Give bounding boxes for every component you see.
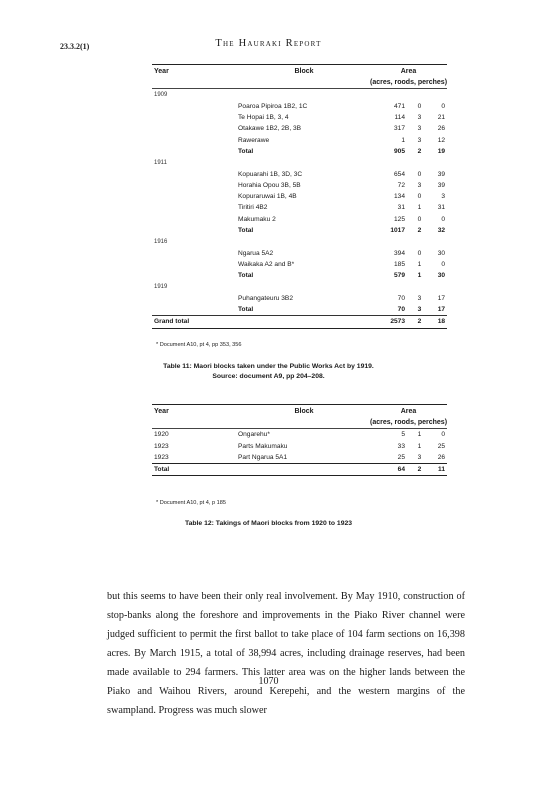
total-roods: 2 (405, 464, 421, 476)
block-cell: Rawerawe (238, 136, 270, 144)
table-header-row (152, 405, 447, 418)
block-cell: Makumaku 2 (238, 215, 276, 223)
table-11 (152, 64, 447, 329)
table-row (152, 168, 447, 179)
subtotal-row (152, 304, 447, 316)
body-paragraph-text: but this seems to have been their only real involvement. By May 1910, construction of stop-banks along the foreshore and improvements in the Piako River channel were judged sufficient to permit the first ballot to take place of 104 farm sections on 16,398 acres. By March 1915, a total of 38,994 acres, including drainage reserves, had been made available to 294 farmers. This latter area was on the higher lands between the Piako and Waihou Rivers, around Kerepehi, and the western margins of the swampland. Progress was much slower (107, 591, 465, 716)
perches-cell: 0 (441, 260, 446, 268)
roods-cell: 2 (417, 227, 422, 234)
roods-cell (405, 281, 421, 292)
table-row (152, 452, 447, 464)
subtotal-row (152, 225, 447, 236)
acres-cell: 125 (393, 215, 405, 223)
block-cell: Total (238, 147, 254, 155)
block-cell: Total (238, 227, 254, 234)
table-12 (152, 404, 447, 476)
block-cell: Tiritiri 4B2 (238, 204, 268, 212)
perches-cell: 0 (441, 215, 446, 223)
acres-cell: 31 (397, 204, 405, 212)
table-row (152, 293, 447, 304)
block-cell: Total (238, 272, 254, 280)
year-cell: 1923 (154, 454, 169, 462)
perches-cell: 0 (441, 431, 446, 439)
perches-cell: 17 (421, 304, 447, 316)
block-cell: Part Ngarua 5A1 (238, 454, 288, 462)
perches-cell (421, 281, 447, 292)
grand-total-label: Grand total (152, 316, 238, 328)
total-label: Total (152, 464, 238, 476)
total-acres: 64 (370, 464, 405, 476)
year-cell: 1923 (154, 442, 169, 450)
roods-cell: 1 (417, 442, 422, 450)
perches-cell: 0 (441, 102, 446, 110)
block-cell (238, 236, 370, 247)
page-number: 1070 (258, 676, 279, 687)
grand-total-perches: 18 (421, 316, 447, 328)
table-12-caption: Table 12: Takings of Maori blocks from 1920 to 1923 (184, 520, 353, 527)
table-row (152, 191, 447, 202)
roods-cell: 0 (417, 102, 422, 110)
table-row (152, 202, 447, 213)
acres-cell (370, 89, 405, 101)
block-cell: Ngarua 5A2 (238, 249, 274, 257)
acres-cell: 394 (393, 249, 405, 257)
roods-cell: 3 (417, 125, 422, 133)
acres-cell: 1 (401, 136, 405, 144)
year-cell (152, 180, 238, 191)
roods-cell: 1 (417, 260, 422, 268)
acres-cell: 70 (370, 304, 405, 316)
block-cell: Waikaka A2 and B* (238, 260, 295, 268)
table-row (152, 123, 447, 134)
grand-total-roods: 2 (405, 316, 421, 328)
perches-cell (421, 89, 447, 101)
table-row (152, 134, 447, 145)
column-header-year: Year (152, 65, 238, 78)
acres-cell: 654 (393, 170, 405, 178)
grand-total-row (152, 316, 447, 328)
perches-cell: 30 (437, 249, 446, 257)
block-cell: Puhangateuru 3B2 (238, 294, 293, 302)
perches-cell: 12 (437, 136, 446, 144)
perches-cell (421, 157, 447, 168)
roods-cell: 3 (417, 294, 422, 302)
table-11-caption-source: Source: document A9, pp 204–208. (212, 373, 325, 380)
perches-cell: 31 (437, 204, 446, 212)
roods-cell: 0 (417, 249, 422, 257)
year-cell (152, 259, 238, 270)
year-group-row (152, 157, 447, 168)
year-cell (152, 304, 238, 316)
table-row (152, 259, 447, 270)
acres-cell: 905 (393, 147, 405, 155)
acres-cell: 134 (393, 193, 405, 201)
roods-cell: 2 (417, 147, 422, 155)
block-cell: Kopuarahi 1B, 3D, 3C (238, 170, 303, 178)
year-cell (152, 112, 238, 123)
table-header-row (152, 65, 447, 78)
table-header-subrow (152, 77, 447, 89)
perches-cell: 39 (437, 181, 446, 189)
table-12-footnote: * Document A10, pt 4, p 185 (156, 500, 226, 506)
year-cell: 1919 (154, 283, 168, 290)
section-number: 23.3.2(1) (60, 42, 90, 51)
roods-cell: 0 (417, 193, 422, 201)
table-body (152, 429, 447, 464)
block-cell: Ongarehu* (238, 431, 270, 439)
roods-cell (405, 89, 421, 101)
roods-cell (405, 236, 421, 247)
column-header-area: Area (370, 65, 447, 78)
perches-cell: 30 (437, 272, 446, 280)
acres-cell: 317 (393, 125, 405, 133)
column-header-area-units: (acres, roods, perches) (370, 77, 447, 89)
acres-cell: 1017 (390, 227, 405, 234)
subtotal-row (152, 146, 447, 157)
year-cell (152, 101, 238, 112)
perches-cell: 3 (441, 193, 446, 201)
perches-cell (421, 236, 447, 247)
subtotal-row (152, 270, 447, 281)
block-cell: Poaroa Pipiroa 1B2, 1C (238, 102, 308, 110)
year-cell (152, 134, 238, 145)
roods-cell: 3 (417, 454, 422, 462)
year-cell (152, 191, 238, 202)
acres-cell (370, 157, 405, 168)
acres-cell: 25 (397, 454, 405, 462)
acres-cell (370, 281, 405, 292)
roods-cell: 3 (405, 304, 421, 316)
body-paragraph (107, 587, 465, 720)
table-row (152, 441, 447, 452)
table-11-caption-title: Table 11: Maori blocks taken under the Public Works Act by 1919. (163, 363, 374, 370)
perches-cell: 25 (437, 442, 446, 450)
roods-cell (405, 157, 421, 168)
year-cell: 1920 (154, 431, 169, 439)
perches-cell: 32 (437, 227, 446, 234)
column-header-area-units: (acres, roods, perches) (370, 417, 447, 429)
acres-cell: 5 (401, 431, 405, 439)
roods-cell: 3 (417, 114, 422, 122)
block-cell: Horahia Opou 3B, 5B (238, 181, 301, 189)
year-cell: 1916 (154, 238, 168, 245)
table-row (152, 112, 447, 123)
block-cell: Total (238, 304, 370, 316)
table-row (152, 214, 447, 225)
acres-cell: 185 (393, 260, 405, 268)
year-cell (152, 293, 238, 304)
year-group-row (152, 89, 447, 101)
column-header-block: Block (238, 65, 370, 78)
acres-cell: 114 (394, 114, 405, 122)
table-row (152, 247, 447, 258)
year-cell (152, 247, 238, 258)
block-cell: Kopuraruwai 1B, 4B (238, 193, 297, 201)
block-cell (238, 89, 370, 101)
roods-cell: 0 (417, 215, 422, 223)
perches-cell: 26 (437, 454, 446, 462)
acres-cell: 579 (393, 272, 405, 280)
year-cell (152, 202, 238, 213)
acres-cell: 70 (397, 294, 405, 302)
perches-cell: 17 (437, 294, 446, 302)
year-cell (152, 225, 238, 236)
perches-cell: 39 (437, 170, 446, 178)
acres-cell: 72 (397, 181, 405, 189)
year-cell: 1911 (154, 159, 167, 166)
table-row (152, 429, 447, 441)
total-perches: 11 (421, 464, 447, 476)
roods-cell: 1 (417, 431, 422, 439)
roods-cell: 3 (417, 136, 422, 144)
block-cell (238, 157, 370, 168)
total-row (152, 464, 447, 476)
table-row (152, 180, 447, 191)
roods-cell: 3 (417, 181, 422, 189)
table-header-subrow (152, 417, 447, 429)
acres-cell (370, 236, 405, 247)
table-body (152, 89, 447, 316)
column-header-area: Area (370, 405, 447, 418)
running-head: The Hauraki Report (215, 38, 322, 49)
roods-cell: 0 (417, 170, 422, 178)
perches-cell: 21 (437, 114, 446, 122)
year-cell: 1909 (154, 91, 168, 98)
table-11-footnote: * Document A10, pt 4, pp 353, 356 (156, 342, 242, 348)
year-cell (152, 123, 238, 134)
block-cell: Parts Makumaku (238, 442, 288, 450)
block-cell (238, 281, 370, 292)
grand-total-acres: 2573 (370, 316, 405, 328)
column-header-year: Year (152, 405, 238, 418)
table-11-caption (0, 362, 537, 382)
year-group-row (152, 236, 447, 247)
table-row (152, 101, 447, 112)
block-cell: Otakawe 1B2, 2B, 3B (238, 125, 302, 133)
column-header-block: Block (238, 405, 370, 418)
year-cell (152, 214, 238, 225)
acres-cell: 33 (397, 442, 405, 450)
year-cell (152, 146, 238, 157)
year-cell (152, 168, 238, 179)
perches-cell: 26 (437, 125, 446, 133)
acres-cell: 471 (393, 102, 405, 110)
year-cell (152, 270, 238, 281)
perches-cell: 19 (437, 147, 446, 155)
year-group-row (152, 281, 447, 292)
block-cell: Te Hopai 1B, 3, 4 (238, 114, 289, 122)
roods-cell: 1 (417, 204, 422, 212)
roods-cell: 1 (417, 272, 422, 280)
